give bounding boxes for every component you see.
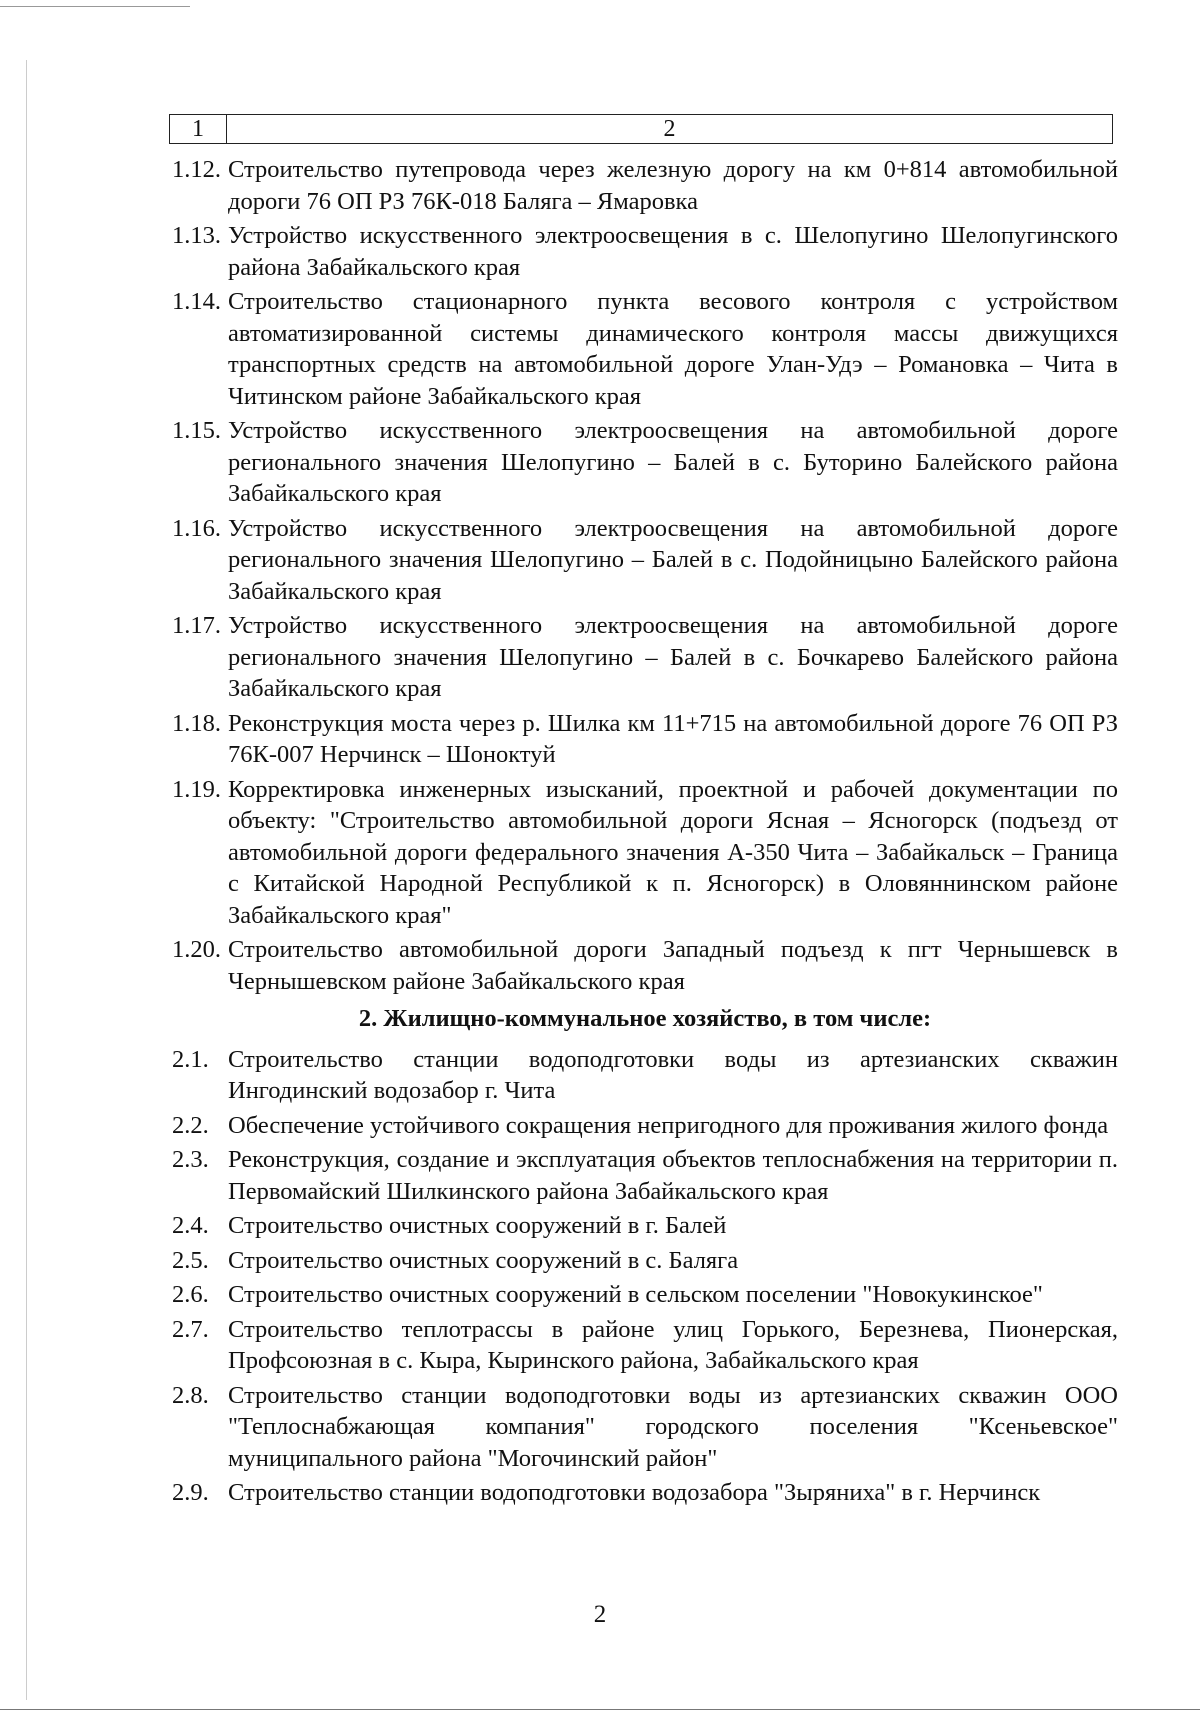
item-text: Устройство искусственного электроосвещения на автомобильной дороге регионального значения Шелопугино – Балей в с. Бочкарево Балейского района Забайкальского края bbox=[228, 612, 1118, 702]
item-number: 1.15. bbox=[172, 417, 221, 444]
item-number: 2.7. bbox=[172, 1315, 209, 1343]
section-2-title: 2. Жилищно-коммунальное хозяйство, в том числе: bbox=[358, 1005, 932, 1032]
page-number: 2 bbox=[593, 1601, 607, 1628]
item-text: Строительство станции водоподготовки воды из артезианских скважин Ингодинский водозабор г. Чита bbox=[228, 1045, 1118, 1104]
item-number: 1.20. bbox=[172, 936, 221, 963]
item-number: 1.12. bbox=[172, 156, 221, 183]
item-text: Строительство путепровода через железную дорогу на км 0+814 автомобильной дороги 76 ОП РЗ 76К-018 Баляга – Ямаровка bbox=[228, 156, 1118, 215]
document-body bbox=[172, 154, 1118, 1512]
item-number: 2.2. bbox=[172, 1111, 209, 1139]
list-item bbox=[172, 1380, 1118, 1475]
item-number: 1.17. bbox=[172, 612, 221, 639]
item-text: Строительство очистных сооружений в г. Балей bbox=[228, 1212, 727, 1239]
header-col-1: 1 bbox=[170, 115, 227, 143]
item-text: Корректировка инженерных изысканий, проектной и рабочей документации по объекту: "Строительство автомобильной дороги Ясная – Ясногорск (подъезд от автомобильной дороги федерального значения А-350 Чита – Забайкальск – Граница с Китайской Народной Республикой к п. Ясногорск) в Оловяннинском районе Забайкальского края" bbox=[228, 775, 1118, 929]
item-number: 2.3. bbox=[172, 1146, 209, 1173]
item-number: 2.8. bbox=[172, 1381, 209, 1409]
item-text: Строительство стационарного пункта весового контроля с устройством автоматизированной системы динамического контроля массы движущихся транспортных средств на автомобильной дороге Улан-Удэ – Романовка – Чита в Читинском районе Забайкальского края bbox=[228, 288, 1118, 410]
list-item bbox=[172, 708, 1118, 771]
item-list-section-2 bbox=[172, 1044, 1118, 1509]
item-number: 1.16. bbox=[172, 514, 221, 542]
list-item bbox=[172, 1279, 1118, 1311]
scan-artifact-line bbox=[26, 60, 27, 1700]
list-item bbox=[172, 1044, 1118, 1107]
item-text: Обеспечение устойчивого сокращения непригодного для проживания жилого фонда bbox=[228, 1111, 1109, 1139]
item-number: 1.18. bbox=[172, 709, 221, 737]
item-text: Устройство искусственного электроосвещения на автомобильной дороге регионального значения Шелопугино – Балей в с. Подойницыно Балейского района Забайкальского края bbox=[228, 514, 1118, 605]
item-number: 1.19. bbox=[172, 775, 221, 803]
list-item bbox=[172, 220, 1118, 283]
list-item bbox=[172, 415, 1118, 510]
list-item bbox=[172, 610, 1118, 705]
list-item bbox=[172, 1210, 1118, 1242]
list-item bbox=[172, 1477, 1118, 1509]
list-item bbox=[172, 1245, 1118, 1277]
header-col-2: 2 bbox=[663, 116, 676, 142]
item-text: Строительство очистных сооружений в с. Баляга bbox=[228, 1246, 739, 1274]
item-text: Реконструкция, создание и эксплуатация объектов теплоснабжения на территории п. Первомайский Шилкинского района Забайкальского края bbox=[228, 1146, 1118, 1205]
item-number: 1.14. bbox=[172, 288, 221, 315]
item-number: 2.1. bbox=[172, 1045, 209, 1073]
list-item bbox=[172, 774, 1118, 932]
item-number: 2.4. bbox=[172, 1212, 209, 1239]
list-item bbox=[172, 286, 1118, 412]
item-number: 2.9. bbox=[172, 1479, 209, 1506]
list-item bbox=[172, 1110, 1118, 1142]
list-item bbox=[172, 1144, 1118, 1207]
list-item bbox=[172, 154, 1118, 217]
scan-artifact-line bbox=[0, 1709, 1200, 1710]
item-text: Строительство станции водоподготовки водозабора "Зыряниха" в г. Нерчинск bbox=[228, 1479, 1041, 1506]
item-text: Строительство станции водоподготовки воды из артезианских скважин ООО "Теплоснабжающая компания" городского поселения "Ксеньевское" муниципального района "Могочинский район" bbox=[228, 1381, 1118, 1472]
list-item bbox=[172, 934, 1118, 997]
item-text: Строительство автомобильной дороги Западный подъезд к пгт Чернышевск в Чернышевском районе Забайкальского края bbox=[228, 936, 1118, 995]
item-list-section-1 bbox=[172, 154, 1118, 997]
list-item bbox=[172, 513, 1118, 608]
item-text: Реконструкция моста через р. Шилка км 11+715 на автомобильной дороге 76 ОП РЗ 76К-007 Нерчинск – Шоноктуй bbox=[228, 709, 1118, 768]
list-item bbox=[172, 1314, 1118, 1377]
item-text: Устройство искусственного электроосвещения на автомобильной дороге регионального значения Шелопугино – Балей в с. Буторино Балейского района Забайкальского края bbox=[228, 417, 1118, 507]
item-number: 1.13. bbox=[172, 222, 221, 249]
item-number: 2.5. bbox=[172, 1246, 209, 1274]
scan-artifact-line bbox=[0, 6, 190, 7]
column-number-header-row bbox=[169, 114, 1113, 144]
item-text: Строительство очистных сооружений в сельском поселении "Новокукинское" bbox=[228, 1281, 1043, 1308]
item-text: Строительство теплотрассы в районе улиц Горького, Березнева, Пионерская, Профсоюзная в с. Кыра, Кыринского района, Забайкальского края bbox=[228, 1315, 1118, 1374]
item-text: Устройство искусственного электроосвещения в с. Шелопугино Шелопугинского района Забайкальского края bbox=[228, 222, 1118, 281]
item-number: 2.6. bbox=[172, 1281, 209, 1308]
